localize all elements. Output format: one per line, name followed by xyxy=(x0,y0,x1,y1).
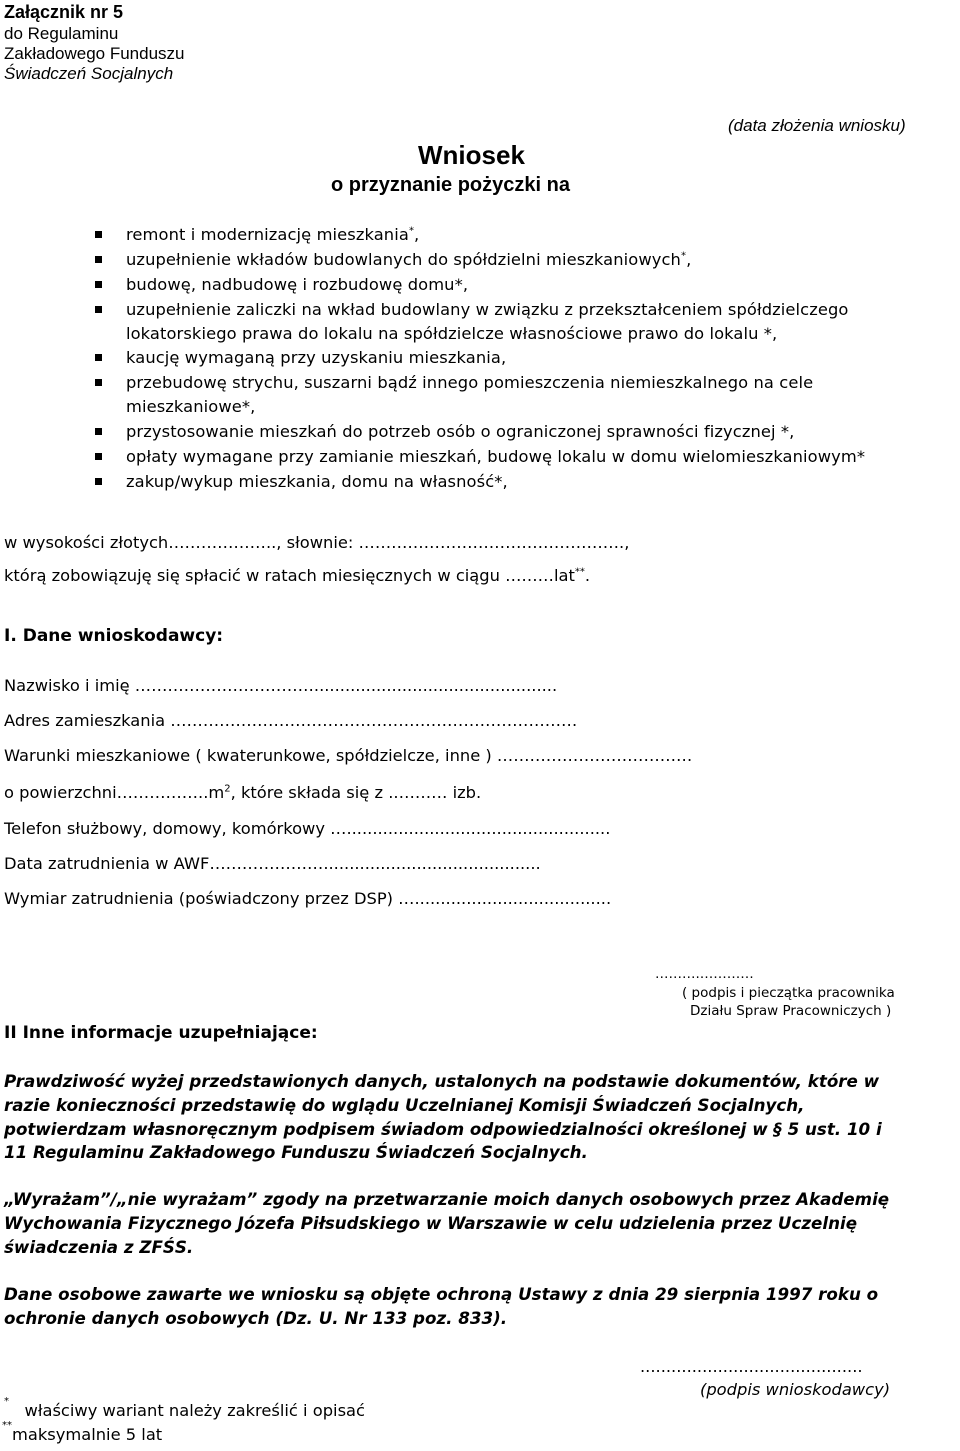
bullet-icon xyxy=(95,453,102,460)
purpose-item[interactable]: przebudowę strychu, suszarni bądź innego pomieszczenia niemieszkalnego na cele xyxy=(126,373,814,392)
purpose-item[interactable]: uzupełnienie zaliczki na wkład budowlany w związku z przekształceniem spółdzielczego xyxy=(126,300,849,319)
bullet-icon xyxy=(95,256,102,263)
purpose-item-cont: lokatorskiego prawa do lokalu na spółdzielcze własnościowe prawo do lokalu *, xyxy=(126,324,778,343)
area-field[interactable]: o $powierzchni\dots\dots\dots\dots\dots..m^2$, które składa się z ..……… izb. xyxy=(4,783,482,802)
name-field[interactable]: Nazwisko i imię ……………………………............................................... xyxy=(4,676,558,695)
bullet-icon xyxy=(95,281,102,288)
applicant-signature-label: (podpis wnioskodawcy) xyxy=(700,1380,891,1399)
data-protection-line: ochronie danych osobowych (Dz. U. Nr 133 poz. 833). xyxy=(4,1308,508,1328)
consent-line: świadczenia z ZFŚS. xyxy=(4,1237,194,1257)
data-protection-line: Dane osobowe zawarte we wniosku są objęte ochroną Ustawy z dnia 29 sierpnia 1997 roku o xyxy=(4,1284,879,1304)
section-2-heading: II Inne informacje uzupełniające: xyxy=(4,1023,318,1043)
bullet-icon xyxy=(95,478,102,485)
applicant-signature-line[interactable]: ........................................... xyxy=(640,1357,863,1376)
address-field[interactable]: Adres zamieszkania ………………………………………………………………… xyxy=(4,711,578,730)
amount-field[interactable]: w wysokości złotych……………….., słownie: …………………………………………., xyxy=(4,533,630,552)
repayment-field[interactable]: którą zobowiązuję się spłacić w ratach miesięcznych w ciągu ………lat**. xyxy=(4,566,591,585)
stamp-label-2: Działu Spraw Pracowniczych ) xyxy=(690,1003,892,1019)
consent-line[interactable]: „Wyrażam”/„nie wyrażam” zgody na przetwarzanie moich danych osobowych przez Akademię xyxy=(4,1189,890,1209)
document-title: Wniosek xyxy=(418,140,525,170)
document-subtitle: o przyznanie pożyczki na xyxy=(331,174,570,196)
phone-field[interactable]: Telefon służbowy, domowy, komórkowy …................................................... xyxy=(4,819,611,838)
purpose-item[interactable]: opłaty wymagane przy zamianie mieszkań, budowę lokalu w domu wielomieszkaniowym* xyxy=(126,447,866,466)
bullet-icon xyxy=(95,354,102,361)
consent-line: Wychowania Fizycznego Józefa Piłsudskiego w Warszawie w celu udzielenia przez Uczelnię xyxy=(4,1213,858,1233)
footnote-2: **maksymalnie 5 lat xyxy=(2,1419,163,1444)
declaration-line: potwierdzam własnoręcznym podpisem świadom odpowiedzialności określonej w § 5 ust. 10 i xyxy=(4,1119,882,1139)
annex-label: Załącznik nr 5 xyxy=(4,2,124,22)
housing-conditions-field[interactable]: Warunki mieszkaniowe ( kwaterunkowe, spółdzielcze, inne ) ……………………………… xyxy=(4,746,693,765)
bullet-icon xyxy=(95,306,102,313)
purpose-item[interactable]: kaucję wymaganą przy uzyskaniu mieszkania, xyxy=(126,348,507,367)
declaration-line: Prawdziwość wyżej przedstawionych danych, ustalonych na podstawie dokumentów, które w xyxy=(4,1071,880,1091)
declaration-line: 11 Regulaminu Zakładowego Funduszu Świadczeń Socjalnych. xyxy=(4,1142,588,1162)
bullet-icon xyxy=(95,428,102,435)
declaration-line: razie konieczności przedstawię do wglądu Uczelnianej Komisji Świadczeń Socjalnych, xyxy=(4,1095,805,1115)
employment-date-field[interactable]: Data zatrudnienia w AWF………………….......................................... xyxy=(4,854,541,873)
purpose-item[interactable]: zakup/wykup mieszkania, domu na własność*, xyxy=(126,472,508,491)
fund-name: Zakładowego Funduszu xyxy=(4,44,185,63)
bullet-icon xyxy=(95,379,102,386)
fund-name-2: Świadczeń Socjalnych xyxy=(4,64,174,83)
bullet-icon xyxy=(95,231,102,238)
purpose-item[interactable]: budowę, nadbudowę i rozbudowę domu*, xyxy=(126,275,469,294)
purpose-item[interactable]: przystosowanie mieszkań do potrzeb osób o ograniczonej sprawności fizycznej *, xyxy=(126,422,795,441)
stamp-label-1: ( podpis i pieczątka pracownika xyxy=(682,985,895,1001)
regulation-ref: do Regulaminu xyxy=(4,24,119,43)
stamp-signature-line[interactable]: ……….………… xyxy=(655,966,754,982)
purpose-item[interactable]: uzupełnienie wkładów budowlanych do spółdzielni mieszkaniowych*, xyxy=(126,250,692,269)
employment-scope-field[interactable]: Wymiar zatrudnienia (poświadczony przez DSP) …...................................... xyxy=(4,889,612,908)
purpose-item[interactable]: remont i modernizację mieszkania*, xyxy=(126,225,420,244)
submission-date-label: (data złożenia wniosku) xyxy=(728,116,906,135)
section-1-heading: I. Dane wnioskodawcy: xyxy=(4,626,224,646)
footnote-1: * właściwy wariant należy zakreślić i opisać xyxy=(4,1395,365,1420)
purpose-item-cont: mieszkaniowe*, xyxy=(126,397,256,416)
